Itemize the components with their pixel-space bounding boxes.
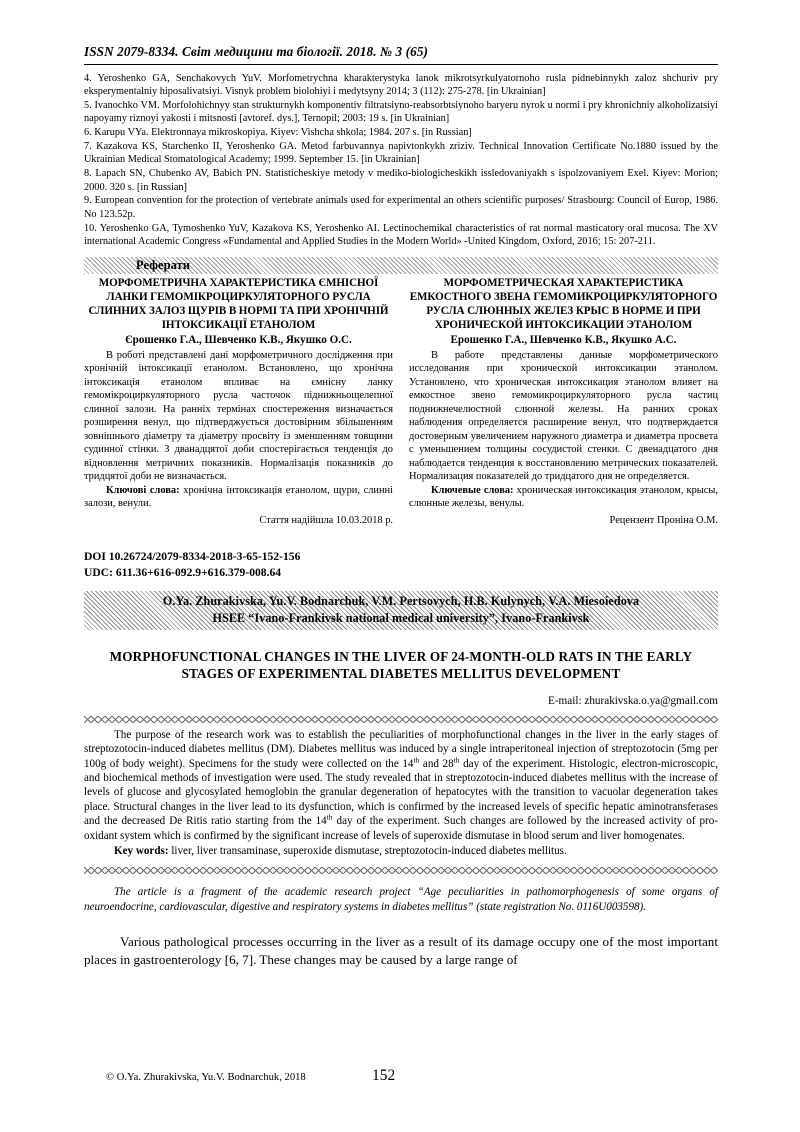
abstract-segment-4: day of the experiment. Such changes are followed by the increased activity of pro-oxidant system which is confirmed by the significant increase of levels of superoxide dismutase in blood serum and liver homogenates. — [84, 815, 718, 842]
identifier-block — [84, 549, 718, 580]
reference-list — [84, 72, 718, 249]
english-abstract-text — [84, 728, 718, 843]
abstract-segment-1: The purpose of the research work was to establish the peculiarities of morphofunctional changes in the liver in the early stages of streptozotocin-induced diabetes mellitus (DM). Diabetes mellitus was induced by a single intraperitoneal injection of streptozotocin (5mg per 100g of body weight). Specimens for the study were collected on the 14 — [84, 728, 718, 770]
reference-item: 5. Ivanochko VM. Morfolohichnyy stan strukturnykh komponentiv filtratsiyno-reabsorbtsiynoho baryeru nyrok u normi i pry khronichniy alkoholizatsiyi napoyamy riznoyi yakosti i mitsnosti [avtoref. dys.], Ternopil; 2003: 19 s. [in Ukrainian] — [84, 99, 718, 125]
running-head-rule — [84, 64, 718, 65]
abstract-ru-body: В работе представлены данные морфометрического исследования при хронической интоксикации этанолом. Установлено, что хроническая интоксикация этанолом влияет на емкостное звено гемомикроциркуляторного русла частиц поднижнечелюстной слюнной железы. На ранних сроках наблюдения определяется расширение венул, что подтверждается достоверным увеличением наружного диаметра и диаметра просвета с уменьшением толщины сосудистой стенки. С двенадцатого дня наблюдается тенденция к восстановлению метрических показателей. Нормализация показателей до тридцатого дня не определяется. — [409, 349, 718, 483]
abstract-ru-keywords-label: Ключевые слова: — [431, 484, 514, 496]
abstract-ua-footnote: Стаття надійшла 10.03.2018 р. — [259, 514, 393, 526]
body-introduction: Various pathological processes occurring in the liver as a result of its damage occupy one of the most important places in gastroenterology [6, 7]. These changes may be caused by a large range of — [84, 933, 718, 968]
abstract-ua-keywords-value: хронічна інтоксикація етанолом, щури, слинні залози, венули. — [84, 484, 393, 510]
article-title: MORPHOFUNCTIONAL CHANGES IN THE LIVER OF 24-MONTH-OLD RATS IN THE EARLY STAGES OF EXPERIMENTAL DIABETES MELLITUS DEVELOPMENT — [109, 648, 693, 682]
doi-line: DOI 10.26724/2079-8334-2018-3-65-152-156 — [84, 550, 301, 564]
abstract-ru-title: МОРФОМЕТРИЧЕСКАЯ ХАРАКТЕРИСТИКА ЕМКОСТНОГО ЗВЕНА ГЕМОМИКРОЦИРКУЛЯТОРНОГО РУСЛА СЛЮННЫХ ЖЕЛЕЗ КРЫС В НОРМЕ И ПРИ ХРОНИЧЕСКОЙ ИНТОКСИКАЦИИ ЭТАНОЛОМ — [409, 277, 718, 332]
research-project-note: The article is a fragment of the academic research project “Age peculiarities in pathomorphogenesis of some organs of neuroendocrine, cardiovascular, digestive and respiratory systems in diabetes mellitus” (state registration No. 0116U003598). — [84, 886, 718, 914]
page-footer — [84, 1067, 718, 1092]
english-keywords — [84, 844, 718, 858]
abstract-segment-2: and 28 — [419, 757, 454, 770]
abstract-russian — [409, 277, 718, 527]
reference-item: 7. Kazakova KS, Starchenko II, Yeroshenko GA. Metod farbuvannya napivtonkykh zriziv. Technical Innovation Certificate No.1880 issued by the Ukrainian Medical Stomatological Academy; 1999. September 15. [in Ukrainian] — [84, 140, 718, 166]
superscript-th-3: th — [326, 812, 333, 822]
abstract-ua-title: МОРФОМЕТРИЧНА ХАРАКТЕРИСТИКА ЄМНІСНОЇ ЛАНКИ ГЕМОМІКРОЦИРКУЛЯТОРНОГО РУСЛА СЛИННИХ ЗАЛОЗ ЩУРІВ В НОРМІ ТА ПРИ ХРОНІЧНІЙ ІНТОКСИКАЦІЇ ЕТАНОЛОМ — [88, 277, 389, 332]
english-keywords-value: liver, liver transaminase, superoxide dismutase, streptozotocin-induced diabetes mellitus. — [171, 845, 567, 858]
superscript-th-1: th — [413, 754, 420, 764]
abstract-ukrainian — [84, 277, 393, 527]
abstracts-columns — [84, 277, 718, 527]
contact-email: E-mail: zhurakivska.o.ya@gmail.com — [548, 694, 718, 707]
article-authors: O.Ya. Zhurakivska, Yu.V. Bodnarchuk, V.M. Pertsovych, H.B. Kulynych, V.A. Miesoiedova — [162, 593, 640, 608]
english-abstract — [84, 728, 718, 859]
running-head: ISSN 2079-8334. Світ медицини та біології. 2018. № 3 (65) — [84, 44, 429, 59]
abstract-ru-keywords — [409, 484, 718, 511]
abstract-ua-body: В роботі представлені дані морфометричного дослідження при хронічній інтоксикації етанолом. Встановлено, що хронічна інтоксикація етанолом впливає на ємнісну ланку гемомікроциркуляторного русла часточок піднижньощелепної слинної залози. На ранніх термінах спостереження визначається розширення венул, що підтверджується достовірним збільшенням зовнішнього діаметру та діаметру просвіту із зменшенням товщини судинної стінки. З дванадцятої доби спостерігається тенденція до відновлення метричних показників. Нормалізація показників до тридцятої доби не визначається. — [84, 349, 393, 483]
article-author-banner — [84, 591, 718, 630]
zigzag-divider-bottom — [84, 867, 718, 874]
copyright-line: © O.Ya. Zhurakivska, Yu.V. Bodnarchuk, 2018 — [106, 1072, 306, 1083]
article-affiliation: HSEE “Ivano-Frankivsk national medical university”, Ivano-Frankivsk — [212, 610, 590, 625]
abstract-ru-keywords-value: хроническая интоксикация этанолом, крысы, слюнные железы, венулы. — [409, 484, 718, 510]
udc-line: UDC: 611.36+616-092.9+616.379-008.64 — [84, 565, 282, 579]
english-keywords-label: Key words: — [114, 845, 169, 858]
reference-item: 4. Yeroshenko GA, Senchakovych YuV. Morfometrychna kharakterystyka lanok mikrotsyrkulyatornoho rusla pidnebinnykh zaloz shchuriv pry eksperymentalniy hiposalivatsiyi. Visnyk problem biolohiyi i medytsyny 2014; 3 (112): 275-278. [in Ukrainian] — [84, 72, 718, 97]
zigzag-divider-top — [84, 716, 718, 723]
superscript-th-2: th — [453, 754, 460, 764]
abstract-ua-keywords-label: Ключові слова: — [106, 484, 180, 496]
reference-item: 6. Karupu VYa. Elektronnaya mikroskopiya. Kiyev: Vishcha shkola; 1984. 207 s. [in Russian] — [84, 127, 472, 138]
reference-item: 9. European convention for the protection of vertebrate animals used for experimental an others scientific purposes/ Strasbourg: Council of Europ, 1986. No 123.52p. — [84, 195, 718, 220]
abstract-ru-authors: Ерошенко Г.А., Шевченко К.В., Якушко А.С. — [450, 334, 677, 347]
abstract-ua-keywords — [84, 484, 393, 511]
abstract-segment-3: day of the experiment. Histologic, electron-microscopic, and biochemical methods of investigation were used. The study revealed that in streptozotocin-induced diabetes mellitus with the increase of levels of glucose and glycosylated hemoglobin the granular degeneration of hepatocytes with the transition to vacuolar degeneration takes place. Structural changes in the liver lead to its dysfunction, which is confirmed by the increased levels of specific hepatic aminotransferases and the decreased De Ritis ratio starting from the 14 — [84, 757, 719, 828]
abstract-ru-footnote: Рецензент Проніна О.М. — [609, 514, 718, 526]
reference-item: 10. Yeroshenko GA, Tymoshenko YuV, Kazakova KS, Yeroshenko AI. Lectinochemikal characteristics of rat normal masticatory oral mucosa. The XV international Academic Congress «Fundamental and Applied Studies in the Modern World» -United Kingdom, Oxford, 2016; 15: 207-211. — [84, 222, 718, 247]
abstracts-banner-label: Реферати — [136, 258, 190, 273]
reference-item: 8. Lapach SN, Chubenko AV, Babich PN. Statisticheskiye metody v mediko-biologicheskikh issledovaniyakh s ispolzovaniyem Exel. Kiyev: Morion; 2000. 320 s. [in Russian] — [84, 168, 718, 193]
abstract-ua-authors: Єрошенко Г.А., Шевченко К.В., Якушко О.С. — [125, 334, 352, 347]
page-number: 152 — [372, 1067, 396, 1084]
abstracts-section-banner — [84, 257, 718, 274]
